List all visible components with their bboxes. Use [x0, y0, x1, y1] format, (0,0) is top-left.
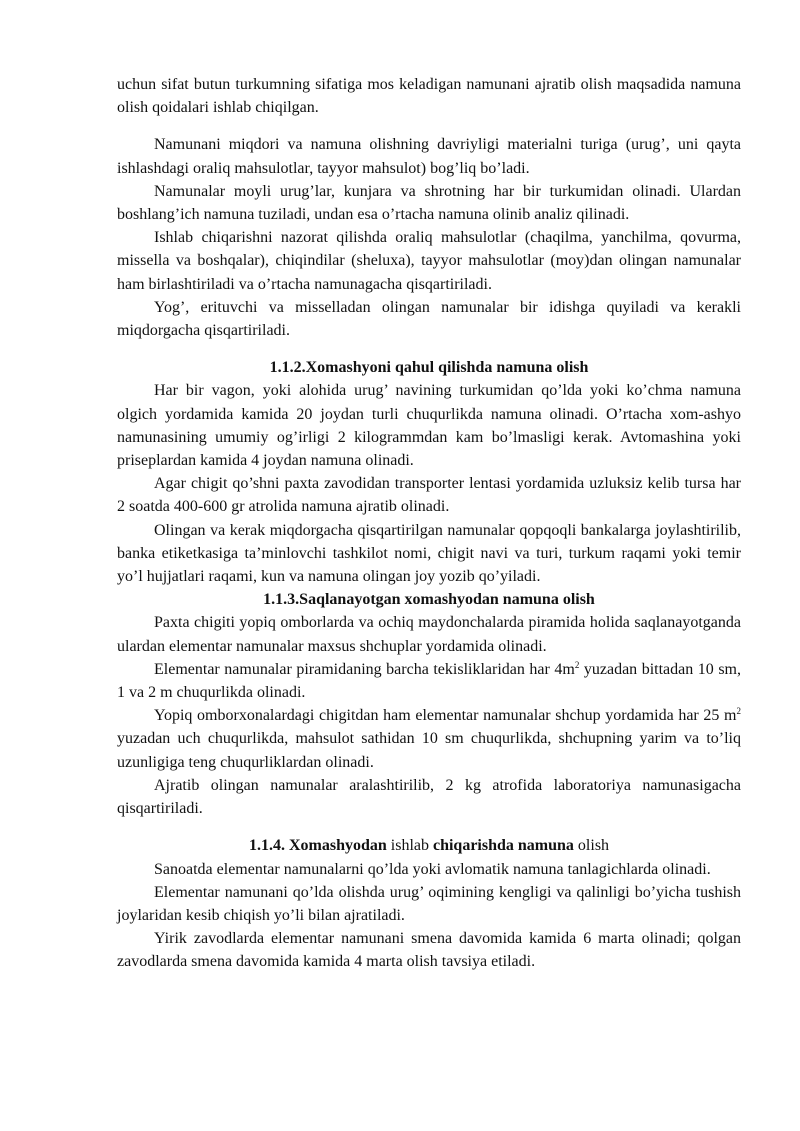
heading-run: olish [573, 837, 610, 855]
paragraph: Agar chigit qo’shni paxta zavodidan transporter lentasi yordamida uzluksiz kelib tursa har 2 soatda 400-600 gr atrolida namuna ajratib olinadi. [117, 475, 741, 516]
paragraph: Har bir vagon, yoki alohida urug’ navining turkumidan qo’lda yoki ko’chma namuna olgich yordamida kamida 20 joydan turli chuqurlikda namuna olinadi. O’rtacha xom-ashyo namunasining umumiy og’irligi 2 kilogrammdan kam bo’lmasligi kerak. Avtomashina yoki priseplardan kamida 4 joydan namuna olinadi. [117, 382, 741, 470]
document-body [117, 73, 741, 974]
section-heading: 1.1.2.Xomashyoni qahul qilishda namuna olish [269, 359, 589, 377]
section-heading: 1.1.3.Saqlanayotgan xomashyodan namuna olish [263, 591, 595, 609]
paragraph: Yog’, erituvchi va misselladan olingan namunalar bir idishga quyiladi va kerakli miqdorgacha qisqartiriladi. [117, 298, 741, 340]
paragraph [117, 658, 741, 704]
paragraph [117, 704, 741, 774]
paragraph: Ajratib olingan namunalar aralashtirilib, 2 kg atrofida laboratoriya namunasigacha qisqartiriladi. [117, 776, 741, 818]
paragraph: Olingan va kerak miqdorgacha qisqartirilgan namunalar qopqoqli bankalarga joylashtirilib, banka etiketkasiga ta’minlovchi tashkilot nomi, chigit navi va turi, turkum raqami yoki temir yo’l hujjatlari raqami, kun va namuna olingan joy yozib qo’yiladi. [117, 521, 741, 586]
text-run: Elementar namunalar piramidaning barcha tekisliklaridan har 4m [154, 660, 575, 678]
heading-bold-run: chiqarishda namuna [432, 837, 574, 855]
paragraph: Namunani miqdori va namuna olishning davriyligi materialni turiga (urug’, uni qayta ishlashdagi oraliq mahsulotlar, tayyor mahsulot) bog’liq bo’ladi. [117, 136, 741, 177]
paragraph: Yirik zavodlarda elementar namunani smena davomida kamida 6 marta olinadi; qolgan zavodlarda smena davomida kamida 4 marta olish tavsiya etiladi. [117, 930, 741, 971]
paragraph: Sanoatda elementar namunalarni qo’lda yoki avlomatik namuna tanlagichlarda olinadi. [154, 860, 711, 878]
spacer [117, 342, 741, 356]
paragraph: Ishlab chiqarishni nazorat qilishda oraliq mahsulotlar (chaqilma, yanchilma, qovurma, missella va boshqalar), chiqindilar (sheluxa), tayyor mahsulotlar (moy)dan olingan namunalar ham birlashtiriladi va o’rtacha namunagacha qisqartiriladi. [117, 229, 741, 293]
paragraph: Elementar namunani qo’lda olishda urug’ oqimining kengligi va qalinligi bo’yicha tushish joylaridan kesib chiqish yo’li bilan ajratiladi. [117, 883, 741, 924]
heading-bold-run: 1.1.4. Xomashyodan [248, 837, 387, 855]
paragraph: uchun sifat butun turkumning sifatiga mos keladigan namunani ajratib olish maqsadida namuna olish qoidalari ishlab chiqilgan. [117, 76, 741, 117]
paragraph: Namunalar moyli urug’lar, kunjara va shrotning har bir turkumidan olinadi. Ulardan boshlang’ich namuna tuziladi, undan esa o’rtacha namuna olinib analiz qilinadi. [117, 182, 741, 224]
text-run: Yopiq omborxonalardagi chigitdan ham elementar namunalar shchup yordamida har 25 m [154, 707, 737, 725]
section-heading [117, 834, 741, 857]
superscript: 2 [736, 706, 741, 717]
text-run: yuzadan bittadan 10 sm, 1 va 2 m chuqurlikda olinadi. [117, 660, 742, 702]
paragraph: Paxta chigiti yopiq omborlarda va ochiq maydonchalarda piramida holida saqlanayotganda ulardan elementar namunalar maxsus shchuplar yordamida olinadi. [117, 614, 741, 655]
spacer [117, 820, 741, 834]
text-run: yuzadan uch chuqurlikda, mahsulot sathidan 10 sm chuqurlikda, shchupning yarim va to’liq uzunligiga teng chuqurliklardan olinadi. [117, 730, 741, 771]
heading-run: ishlab [386, 837, 433, 855]
spacer [117, 119, 741, 133]
superscript: 2 [574, 659, 580, 670]
